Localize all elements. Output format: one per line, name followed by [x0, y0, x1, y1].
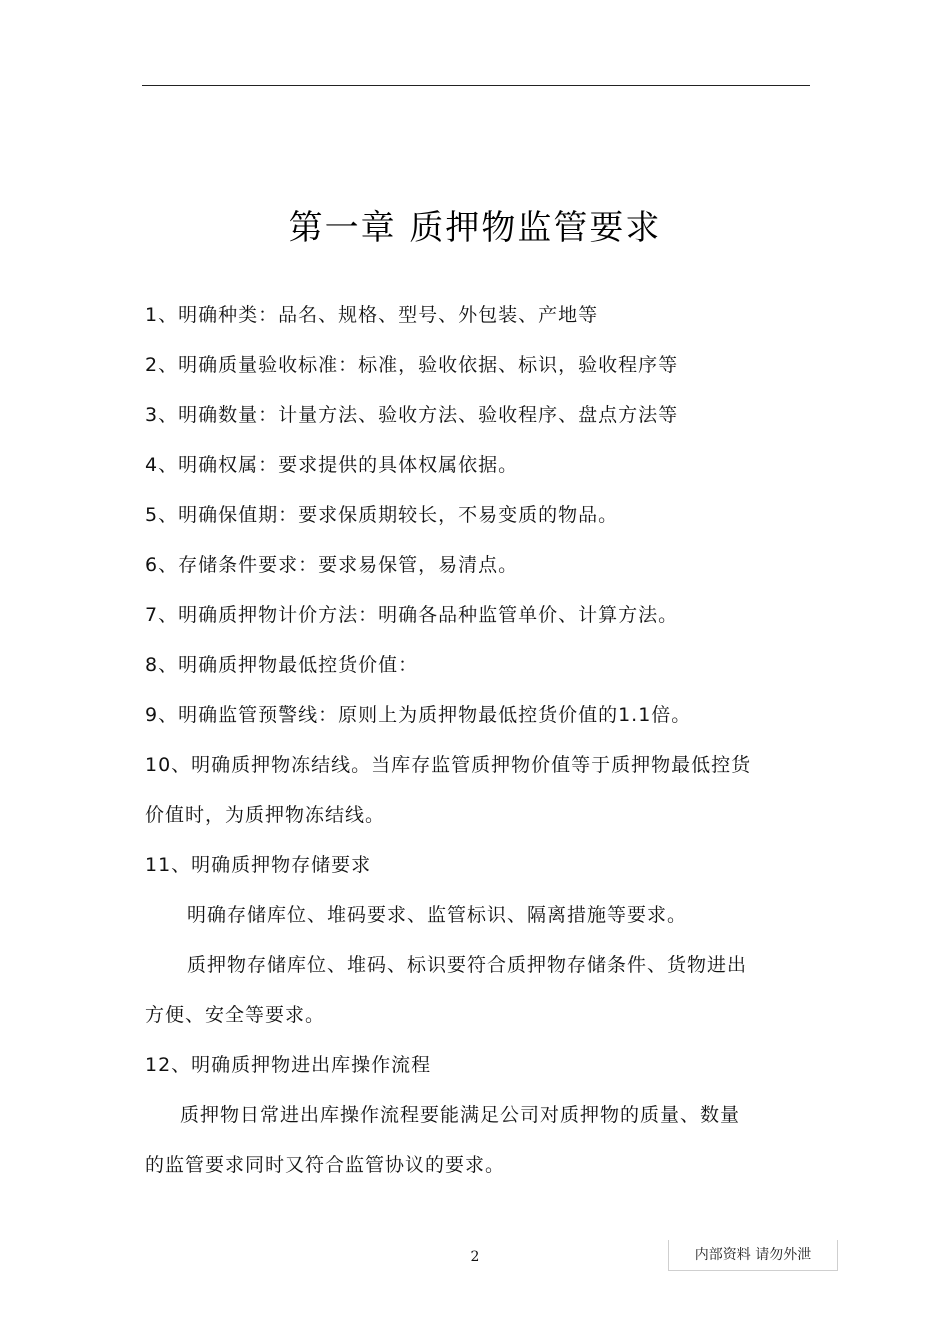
body-text	[145, 290, 810, 1190]
page-number: 2	[470, 1249, 480, 1265]
paragraph-storage-2: 质押物存储库位、堆码、标识要符合质押物存储条件、货物进出	[187, 954, 748, 976]
list-item-5: 5、明确保值期：要求保质期较长，不易变质的物品。	[145, 504, 619, 526]
list-item-2: 2、明确质量验收标准：标准，验收依据、标识，验收程序等	[145, 354, 679, 376]
paragraph-storage-2-cont: 方便、安全等要求。	[145, 1004, 326, 1026]
list-item-10-cont: 价值时，为质押物冻结线。	[145, 804, 386, 826]
paragraph-flow: 质押物日常进出库操作流程要能满足公司对质押物的质量、数量	[180, 1104, 741, 1126]
list-item-6: 6、存储条件要求：要求易保管，易清点。	[145, 554, 519, 576]
header-rule	[142, 85, 810, 86]
list-item-10: 10、明确质押物冻结线。当库存监管质押物价值等于质押物最低控货	[145, 754, 752, 776]
list-item-8: 8、明确质押物最低控货价值：	[145, 654, 419, 676]
list-item-12: 12、明确质押物进出库操作流程	[145, 1054, 432, 1076]
list-item-9: 9、明确监管预警线：原则上为质押物最低控货价值的1.1倍。	[145, 704, 692, 726]
list-item-11: 11、明确质押物存储要求	[145, 854, 372, 876]
list-item-3: 3、明确数量：计量方法、验收方法、验收程序、盘点方法等	[145, 404, 679, 426]
page-title: 第一章 质押物监管要求	[288, 208, 662, 248]
paragraph-flow-cont: 的监管要求同时又符合监管协议的要求。	[145, 1154, 506, 1176]
list-item-4: 4、明确权属：要求提供的具体权属依据。	[145, 454, 519, 476]
list-item-7: 7、明确质押物计价方法：明确各品种监管单价、计算方法。	[145, 604, 679, 626]
footer-confidential-label: 内部资料 请勿外泄	[668, 1240, 838, 1271]
paragraph-storage-1: 明确存储库位、堆码要求、监管标识、隔离措施等要求。	[187, 904, 688, 926]
list-item-1: 1、明确种类：品名、规格、型号、外包装、产地等	[145, 304, 599, 326]
